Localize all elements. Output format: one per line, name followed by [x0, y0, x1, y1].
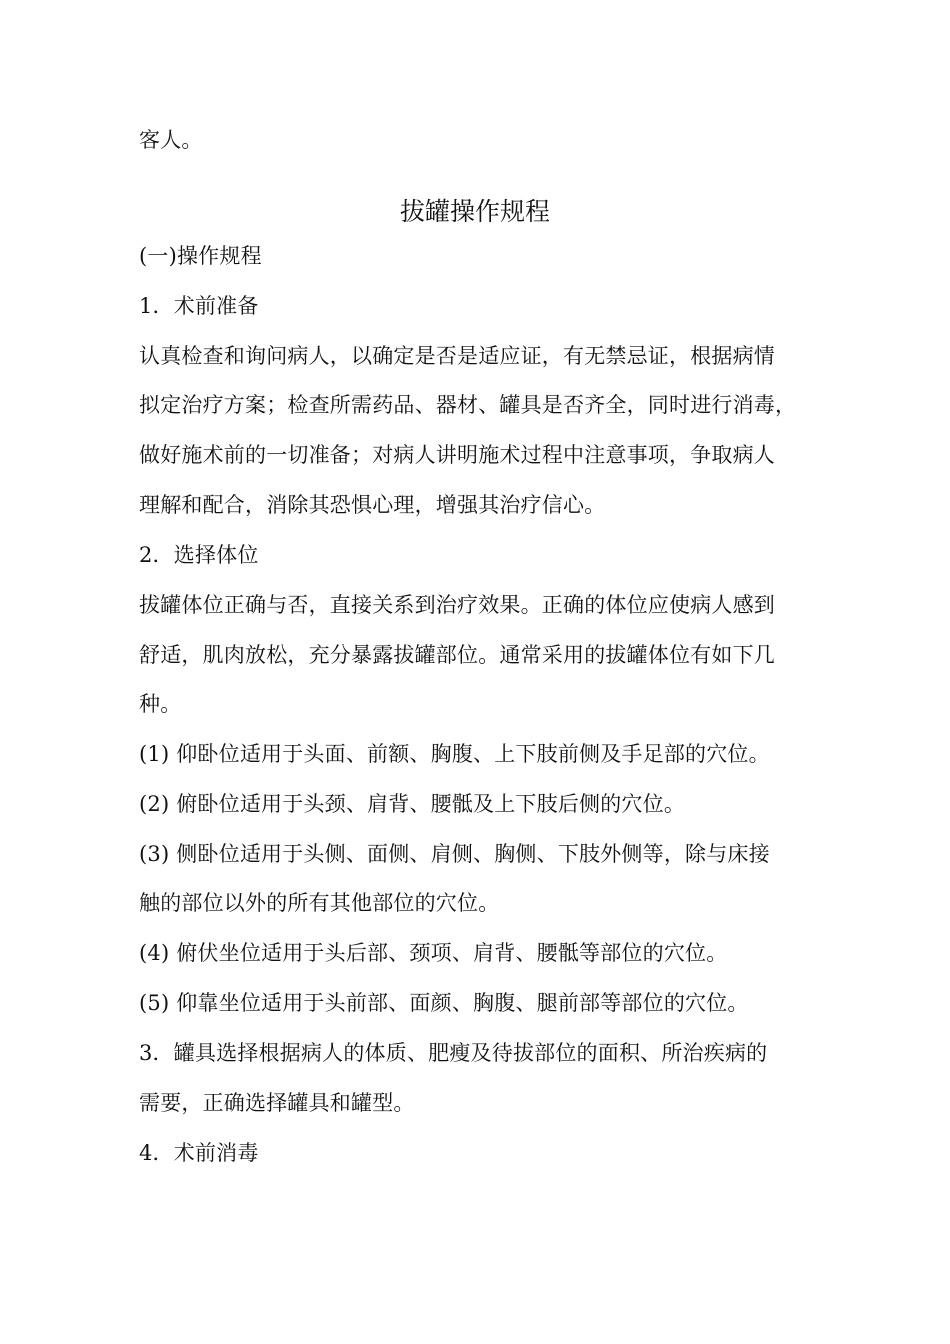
item2-paragraph-line: 舒适，肌肉放松，充分暴露拔罐部位。通常采用的拔罐体位有如下几 [139, 643, 775, 667]
item2-paragraph-line: 种。 [139, 692, 182, 716]
item1-paragraph-line: 认真检查和询问病人，以确定是否是适应证，有无禁忌证，根据病情 [139, 344, 775, 368]
item3-line: 3．罐具选择根据病人的体质、肥瘦及待拔部位的面积、所治疾病的 [139, 1041, 768, 1065]
item1-heading: 1．术前准备 [139, 294, 259, 318]
position-item: (1) 仰卧位适用于头面、前额、胸腹、上下肢前侧及手足部的穴位。 [139, 742, 770, 766]
position-item: (5) 仰靠坐位适用于头前部、面颜、胸腹、腿前部等部位的穴位。 [139, 991, 749, 1015]
item2-paragraph-line: 拔罐体位正确与否，直接关系到治疗效果。正确的体位应使病人感到 [139, 593, 775, 617]
item2-heading: 2．选择体位 [139, 543, 259, 567]
item4-heading: 4．术前消毒 [139, 1141, 259, 1165]
item1-paragraph-line: 理解和配合，消除其恐惧心理，增强其治疗信心。 [139, 493, 606, 517]
position-item: 触的部位以外的所有其他部位的穴位。 [139, 891, 500, 915]
item1-paragraph-line: 做好施术前的一切准备；对病人讲明施术过程中注意事项，争取病人 [139, 443, 775, 467]
item1-paragraph-line: 拟定治疗方案；检查所需药品、器材、罐具是否齐全，同时进行消毒， [139, 393, 797, 417]
lead-line: 客人。 [139, 128, 203, 152]
page-title: 拔罐操作规程 [399, 197, 550, 226]
section-heading: (一)操作规程 [139, 244, 262, 268]
position-item: (2) 俯卧位适用于头颈、肩背、腰骶及上下肢后侧的穴位。 [139, 792, 686, 816]
item3-line: 需要，正确选择罐具和罐型。 [139, 1091, 415, 1115]
position-item: (3) 侧卧位适用于头侧、面侧、肩侧、胸侧、下肢外侧等，除与床接 [139, 842, 770, 866]
position-item: (4) 俯伏坐位适用于头后部、颈项、肩背、腰骶等部位的穴位。 [139, 941, 728, 965]
